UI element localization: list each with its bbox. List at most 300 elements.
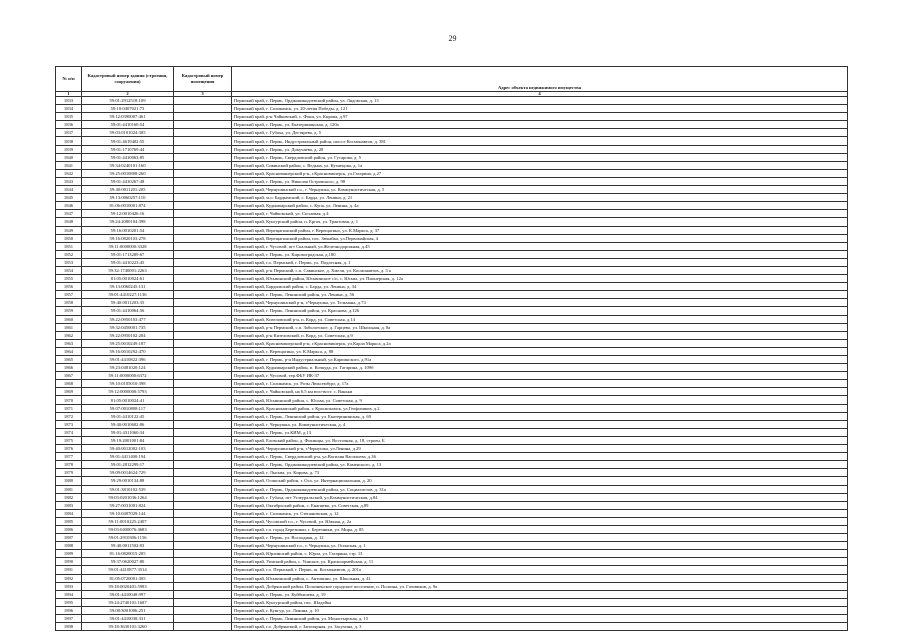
table-row: [56, 436, 848, 444]
address-cell: Пермский край, Чусовской г.о., г. Чусовой, ул. Южная, д. 2а: [232, 517, 848, 525]
building-cadastral-cell: 59:27:0031001:824: [82, 501, 174, 509]
column-number: 3: [174, 92, 232, 97]
building-cadastral-cell: 59:24:2080104:398: [82, 218, 174, 226]
table-row: [56, 493, 848, 501]
premise-cadastral-cell: [174, 364, 232, 372]
table-row: [56, 331, 848, 339]
premise-cadastral-cell: [174, 404, 232, 412]
premise-cadastral-cell: [174, 509, 232, 517]
table-row: [56, 299, 848, 307]
table-row: [56, 283, 848, 291]
building-cadastral-cell: 59:32:0450001:735: [82, 323, 174, 331]
table-row: [56, 623, 848, 631]
row-number-cell: 1838: [56, 137, 82, 145]
premise-cadastral-cell: [174, 291, 232, 299]
building-cadastral-cell: 81:05:0720001:305: [82, 574, 174, 582]
table-row: [56, 113, 848, 121]
table-row: [56, 606, 848, 614]
header-no: № п/п: [56, 67, 82, 92]
row-number-cell: 1851: [56, 242, 82, 250]
building-cadastral-cell: 59:13:0060245:131: [82, 283, 174, 291]
table-row: [56, 347, 848, 355]
row-number-cell: 1847: [56, 210, 82, 218]
address-cell: Пермский край, Верещагинский район, пос. Зюкайка, ул.Первомайская, 4: [232, 234, 848, 242]
premise-cadastral-cell: [174, 461, 232, 469]
premise-cadastral-cell: [174, 97, 232, 105]
row-number-cell: 1875: [56, 436, 82, 444]
row-number-cell: 1888: [56, 542, 82, 550]
table-row: [56, 137, 848, 145]
table-row: [56, 234, 848, 242]
address-cell: Пермский край, Красновишерский р-н, г.Красновишерск, ул.Карла Маркса, д.2а: [232, 339, 848, 347]
table-row: [56, 129, 848, 137]
premise-cadastral-cell: [174, 542, 232, 550]
address-cell: Пермский край, Уинский район, с. Уинское, ул. Красноармейская, д. 11: [232, 558, 848, 566]
row-number-cell: 1853: [56, 258, 82, 266]
row-number-cell: 1893: [56, 582, 82, 590]
building-cadastral-cell: 59:01:1713289:67: [82, 250, 174, 258]
building-cadastral-cell: 59:09:0014624:729: [82, 469, 174, 477]
row-number-cell: 1866: [56, 364, 82, 372]
address-cell: Пермский край, Чернушинский р-н, г.Чернушка, ул.Ленина, д.29: [232, 445, 848, 453]
address-cell: Пермский край, Бардымский район, с. Барда, ул. Ленина, д. 34: [232, 283, 848, 291]
building-cadastral-cell: 59:01:4410038:331: [82, 615, 174, 623]
premise-cadastral-cell: [174, 161, 232, 169]
row-number-cell: 1862: [56, 331, 82, 339]
premise-cadastral-cell: [174, 396, 232, 404]
row-number-cell: 1889: [56, 550, 82, 558]
address-cell: Пермский край, г.о. Добрянский, г. Заполярная, ул. Засухина, д. 3: [232, 623, 848, 631]
address-cell: Пермский край, г. Пермь, Индустриальный район, шоссе Космонавтов, д. 381: [232, 137, 848, 145]
premise-cadastral-cell: [174, 234, 232, 242]
table-row: [56, 501, 848, 509]
premise-cadastral-cell: [174, 258, 232, 266]
premise-cadastral-cell: [174, 331, 232, 339]
premise-cadastral-cell: [174, 307, 232, 315]
row-number-cell: 1839: [56, 145, 82, 153]
table-row: [56, 250, 848, 258]
row-number-cell: 1896: [56, 606, 82, 614]
row-number-cell: 1892: [56, 574, 82, 582]
row-number-cell: 1850: [56, 234, 82, 242]
address-cell: Пермский край, г. Чусовой, пгт Скальный, ул.Железнодорожная, д.45: [232, 242, 848, 250]
address-cell: Пермский край, г.о. город Березники, г. Березники, ул. Мира, д. 85: [232, 525, 848, 533]
table-row: [56, 97, 848, 105]
address-cell: Пермский край, г. Пермь, ул. Восходная, д. 12: [232, 534, 848, 542]
premise-cadastral-cell: [174, 299, 232, 307]
building-cadastral-cell: 59:34:0240101:160: [82, 161, 174, 169]
premise-cadastral-cell: [174, 202, 232, 210]
building-cadastral-cell: 59:40:0012002:103: [82, 445, 174, 453]
address-cell: Пермский край, г. Кунгур, ул. Ленина, д. 10: [232, 606, 848, 614]
address-cell: Пермский край, г. Чайковский, ул. Сосновая, д.4: [232, 210, 848, 218]
row-number-cell: 1864: [56, 347, 82, 355]
building-cadastral-cell: 59:10:0105010:398: [82, 380, 174, 388]
premise-cadastral-cell: [174, 315, 232, 323]
building-cadastral-cell: 59:01:1710769:44: [82, 145, 174, 153]
building-cadastral-cell: 59:25:0010808:260: [82, 169, 174, 177]
row-number-cell: 1871: [56, 404, 82, 412]
premise-cadastral-cell: [174, 574, 232, 582]
row-number-cell: 1855: [56, 275, 82, 283]
address-cell: Пермский край, м.о. Бардымский, с. Барда, ул. Ленина, д. 21: [232, 194, 848, 202]
address-cell: Пермский край, г. Верещагино, ул. К.Маркса, д. 88: [232, 347, 848, 355]
row-number-cell: 1863: [56, 339, 82, 347]
row-number-cell: 1886: [56, 525, 82, 533]
table-row: [56, 380, 848, 388]
address-cell: Пермский край, Красновишерский р-н, г.Красновишерск, ул.Гагарина, д.27: [232, 169, 848, 177]
building-cadastral-cell: 59:40:0011502:83: [82, 542, 174, 550]
table-row: [56, 445, 848, 453]
table-row: [56, 323, 848, 331]
address-cell: Пермский край, Юсьвинский район, с. Юсьва, ул. Советская, д. 9: [232, 396, 848, 404]
row-number-cell: 1833: [56, 97, 82, 105]
building-cadastral-cell: 59:01:4411400:194: [82, 453, 174, 461]
building-cadastral-cell: 59:16:0010201:54: [82, 226, 174, 234]
building-cadastral-cell: 59:11:0010225:2407: [82, 517, 174, 525]
table-row: [56, 339, 848, 347]
row-number-cell: 1843: [56, 177, 82, 185]
table-row: [56, 412, 848, 420]
premise-cadastral-cell: [174, 380, 232, 388]
row-number-cell: 1841: [56, 161, 82, 169]
row-number-cell: 1872: [56, 412, 82, 420]
address-cell: Пермский край, г. Губаха, пгт Углеуральский, ул.Коммунистическая, д.84: [232, 493, 848, 501]
premise-cadastral-cell: [174, 469, 232, 477]
address-cell: Пермский край, г. Лысьва, ул. Кирова, д. 73: [232, 469, 848, 477]
address-cell: Пермский край, р-н Кизеловский, п. Корд, ул. Советская, д.9: [232, 331, 848, 339]
address-cell: Пермский край, Октябрьский район, с. Енапаево, ул. Советская, д.89: [232, 501, 848, 509]
address-cell: Пермский край, г. Пермь, Ленинский район, ул. Екатерининская, д. 69: [232, 412, 848, 420]
building-cadastral-cell: 59:01:4410063:85: [82, 153, 174, 161]
table-row: [56, 542, 848, 550]
address-cell: Пермский край, г. Пермь, Орджоникидзевский район, ул. Социалистов, д. 31а: [232, 485, 848, 493]
address-cell: Пермский край, г.о. Пермский, г. Пермь, ш. Космонавтов, д. 201а: [232, 566, 848, 574]
premise-cadastral-cell: [174, 534, 232, 542]
table-body: [56, 97, 848, 631]
table-row: [56, 396, 848, 404]
address-cell: Пермский край, Краснокамский район, г. Краснокамск, ул.Геофизиков, д.2: [232, 404, 848, 412]
table-row: [56, 202, 848, 210]
address-cell: Пермский край, г. Пермь, Ленинский район, ул. Краснова, д.126: [232, 307, 848, 315]
row-number-cell: 1881: [56, 485, 82, 493]
building-cadastral-cell: 59:22:0950102:204: [82, 331, 174, 339]
row-number-cell: 1854: [56, 266, 82, 274]
building-cadastral-cell: 59:01:2912518:109: [82, 97, 174, 105]
building-cadastral-cell: 59:11:0000000:6372: [82, 372, 174, 380]
premise-cadastral-cell: [174, 113, 232, 121]
building-cadastral-cell: 59:11:0000000:3328: [82, 242, 174, 250]
building-cadastral-cell: 81:05:0010024:41: [82, 396, 174, 404]
building-cadastral-cell: 59:01:3810102:539: [82, 485, 174, 493]
table-row: [56, 161, 848, 169]
row-number-cell: 1856: [56, 283, 82, 291]
address-cell: Пермский край, г. Пермь, Орджоникидзевский район, ул. Каменского, д. 13: [232, 461, 848, 469]
building-cadastral-cell: 59:03:0400076:4683: [82, 525, 174, 533]
building-cadastral-cell: 59:01:4619402:55: [82, 137, 174, 145]
table-row: [56, 485, 848, 493]
table-header-row: [56, 67, 848, 92]
premise-cadastral-cell: [174, 250, 232, 258]
table-row: [56, 509, 848, 517]
premise-cadastral-cell: [174, 606, 232, 614]
premise-cadastral-cell: [174, 550, 232, 558]
table-row: [56, 194, 848, 202]
row-number-cell: 1844: [56, 186, 82, 194]
address-cell: Пермский край, г. Пермь, р-н Индустриальный, ул.Карпинского, д.91а: [232, 356, 848, 364]
building-cadastral-cell: 59:18:0020401:5983: [82, 582, 174, 590]
building-cadastral-cell: 81:05:0010024:61: [82, 275, 174, 283]
premise-cadastral-cell: [174, 420, 232, 428]
premise-cadastral-cell: [174, 590, 232, 598]
premise-cadastral-cell: [174, 566, 232, 574]
premise-cadastral-cell: [174, 388, 232, 396]
building-cadastral-cell: 59:32:1740001:2263: [82, 266, 174, 274]
premise-cadastral-cell: [174, 169, 232, 177]
address-cell: Пермский край, г. Чусовой, тер.ФБУ ИК-37: [232, 372, 848, 380]
premise-cadastral-cell: [174, 137, 232, 145]
premise-cadastral-cell: [174, 121, 232, 129]
address-cell: Пермский край, р-н Пермский, с.п. Заболотское, д. Гарцево, ул. Школьная, д. 8а: [232, 323, 848, 331]
premise-cadastral-cell: [174, 218, 232, 226]
premise-cadastral-cell: [174, 615, 232, 623]
address-cell: Пермский край, Кизеловский р-н, п. Корд, ул. Советская, д.14: [232, 315, 848, 323]
building-cadastral-cell: 59:01:4410160:54: [82, 121, 174, 129]
premise-cadastral-cell: [174, 194, 232, 202]
row-number-cell: 1867: [56, 372, 82, 380]
row-number-cell: 1865: [56, 356, 82, 364]
premise-cadastral-cell: [174, 485, 232, 493]
address-cell: Пермский край, г. Пермь, ул.КИМ, д.13: [232, 428, 848, 436]
row-number-cell: 1883: [56, 501, 82, 509]
address-cell: Пермский край, Добрянский район, Полазненское городское поселение, п. Полазна, ул. Газовиков, д. 9а: [232, 582, 848, 590]
building-cadastral-cell: 59:22:0950103:477: [82, 315, 174, 323]
building-cadastral-cell: 59:01:2910306:1156: [82, 534, 174, 542]
address-cell: Пермский край, г. Соликамск, ул. 20-летия Победы, д. 121: [232, 105, 848, 113]
row-number-cell: 1858: [56, 299, 82, 307]
address-cell: Пермский край, Осинский район, г. Оса, ул. Интернациональная, д. 20: [232, 477, 848, 485]
premise-cadastral-cell: [174, 226, 232, 234]
address-cell: Пермский край, Кудымкарский район, с. Купа, ул. Ленина, д. 4а: [232, 202, 848, 210]
address-cell: Пермский край, Чернушинский г.о., г. Чернушка, ул. Коммунистическая, д. 5: [232, 186, 848, 194]
building-cadastral-cell: 59:19:2001001:84: [82, 436, 174, 444]
address-cell: Пермский край, Юсьвинский район, Юсьвинское с/п, с. Юсьва, ул. Пионерская, д. 12а: [232, 275, 848, 283]
row-number-cell: 1887: [56, 534, 82, 542]
address-cell: Пермский край, р-н Пермский, с.п. Савинское, д. Хмели, ул. Космонавтов, д. 3 а: [232, 266, 848, 274]
building-cadastral-cell: 59:37:0620027:80: [82, 558, 174, 566]
table-row: [56, 145, 848, 153]
premise-cadastral-cell: [174, 323, 232, 331]
address-cell: Пермский край, г. Соликамск, ул. Розы Люксембург, д. 17а: [232, 380, 848, 388]
table-row: [56, 266, 848, 274]
premise-cadastral-cell: [174, 129, 232, 137]
building-cadastral-cell: 59:13:0060257:110: [82, 194, 174, 202]
address-cell: Пермский край, г. Пермь, Орджоникидзевский район, ул. Лядовская, д. 13: [232, 97, 848, 105]
building-cadastral-cell: 59:01:4410122:45: [82, 412, 174, 420]
building-cadastral-cell: 59:03:0201036:1264: [82, 493, 174, 501]
table-row: [56, 461, 848, 469]
table-row: [56, 420, 848, 428]
building-cadastral-cell: 59:24:2740101:1687: [82, 598, 174, 606]
building-cadastral-cell: 59:23:0481020:124: [82, 364, 174, 372]
address-cell: Пермский край, г. Пермь, ул. Куйбышева, д. 19: [232, 590, 848, 598]
premise-cadastral-cell: [174, 356, 232, 364]
building-cadastral-cell: 59:12:0010426:16: [82, 210, 174, 218]
premise-cadastral-cell: [174, 436, 232, 444]
row-number-cell: 1836: [56, 121, 82, 129]
table-row: [56, 275, 848, 283]
address-cell: Пермский край, г. Пермь, ул. Кировоградская, д.180: [232, 250, 848, 258]
building-cadastral-cell: 81:06:0010001:874: [82, 202, 174, 210]
row-number-cell: 1842: [56, 169, 82, 177]
premise-cadastral-cell: [174, 266, 232, 274]
building-cadastral-cell: 59:40:0010602:86: [82, 420, 174, 428]
table-row: [56, 550, 848, 558]
row-number-cell: 1840: [56, 153, 82, 161]
address-cell: Пермский край, г. Губаха, ул. Дегтярева, д. 5: [232, 129, 848, 137]
address-cell: Пермский край, Кунгурский район, пос. Шадейка: [232, 598, 848, 606]
table-row: [56, 177, 848, 185]
row-number-cell: 1870: [56, 396, 82, 404]
row-number-cell: 1878: [56, 461, 82, 469]
table-row: [56, 169, 848, 177]
building-cadastral-cell: 59:07:0010808:117: [82, 404, 174, 412]
premise-cadastral-cell: [174, 623, 232, 631]
building-cadastral-cell: 59:01:4311060:34: [82, 428, 174, 436]
address-cell: Пермский край, Еловский район, д. Фокинцы, ул. Восточная, д. 18, строен. Б: [232, 436, 848, 444]
row-number-cell: 1860: [56, 315, 82, 323]
table-row: [56, 315, 848, 323]
row-number-cell: 1885: [56, 517, 82, 525]
row-number-cell: 1879: [56, 469, 82, 477]
building-cadastral-cell: 59:01:4410877:3514: [82, 566, 174, 574]
table-row: [56, 388, 848, 396]
building-cadastral-cell: 59:01:4410267:48: [82, 177, 174, 185]
row-number-cell: 1859: [56, 307, 82, 315]
page-number: 29: [448, 34, 457, 43]
building-cadastral-cell: 59:16:0820103:278: [82, 234, 174, 242]
premise-cadastral-cell: [174, 477, 232, 485]
address-cell: Пермский край, Чернушинский г.о., г. Чернушка, ул. Осинская, д. 1: [232, 542, 848, 550]
address-cell: Пермский край, Кунгурский район, п. Ергач, ул. Трактовая, д. 1: [232, 218, 848, 226]
building-cadastral-cell: 59:25:0010249:187: [82, 339, 174, 347]
row-number-cell: 1898: [56, 623, 82, 631]
table-row: [56, 242, 848, 250]
building-cadastral-cell: 59:01:4410227:1136: [82, 291, 174, 299]
address-cell: Пермский край, г. Пермь, Свердловский р-н, ул.Василия Васильева, д.36: [232, 453, 848, 461]
premise-cadastral-cell: [174, 145, 232, 153]
row-number-cell: 1835: [56, 113, 82, 121]
building-cadastral-cell: 59:01:4410048:997: [82, 590, 174, 598]
building-cadastral-cell: 59:01:2812299:17: [82, 461, 174, 469]
row-number-cell: 1834: [56, 105, 82, 113]
table-row: [56, 615, 848, 623]
row-number-cell: 1861: [56, 323, 82, 331]
premise-cadastral-cell: [174, 283, 232, 291]
premise-cadastral-cell: [174, 517, 232, 525]
address-cell: Пермский край, г. Чайковский, на 6.5 км юго-вост. с. Ваньки: [232, 388, 848, 396]
table-row: [56, 534, 848, 542]
row-number-cell: 1837: [56, 129, 82, 137]
address-cell: Пермский край, г. Соликамск, ул. Степановская, д. 12: [232, 509, 848, 517]
premise-cadastral-cell: [174, 501, 232, 509]
table-row: [56, 258, 848, 266]
premise-cadastral-cell: [174, 242, 232, 250]
table-row: [56, 566, 848, 574]
table-row: [56, 218, 848, 226]
premise-cadastral-cell: [174, 372, 232, 380]
premise-cadastral-cell: [174, 153, 232, 161]
address-cell: Пермский край, г.о. Пермский, г. Пермь, ул. Подлесная, д. 1: [232, 258, 848, 266]
header-address: Адрес объекта недвижимого имущества: [232, 67, 848, 92]
row-number-cell: 1849: [56, 226, 82, 234]
building-cadastral-cell: 81:16:0820015:205: [82, 550, 174, 558]
address-cell: Пермский край, г. Пермь, ул. Екатерининская, д. 120а: [232, 121, 848, 129]
table-row: [56, 453, 848, 461]
address-cell: Пермский край, Верещагинский район, г. Верещагино, ул. К.Маркса, д. 37: [232, 226, 848, 234]
table-row: [56, 517, 848, 525]
building-cadastral-cell: 59:12:0000000:5793: [82, 388, 174, 396]
row-number-cell: 1895: [56, 598, 82, 606]
row-number-cell: 1857: [56, 291, 82, 299]
building-cadastral-cell: 59:29:0010134:88: [82, 477, 174, 485]
header-premise-cadastral: Кадастровый номер помещения: [174, 67, 232, 92]
table-row: [56, 582, 848, 590]
row-number-cell: 1868: [56, 380, 82, 388]
column-number: 4: [232, 92, 848, 97]
table-row: [56, 364, 848, 372]
row-number-cell: 1891: [56, 566, 82, 574]
building-cadastral-cell: 59:01:4410064:56: [82, 307, 174, 315]
row-number-cell: 1874: [56, 428, 82, 436]
table-row: [56, 404, 848, 412]
table-row: [56, 558, 848, 566]
building-cadastral-cell: 59:01:4410822:396: [82, 356, 174, 364]
address-cell: Пермский край, Юрлинский район, с. Юрла, ул. Гагарина, стр. 13: [232, 550, 848, 558]
table-row: [56, 356, 848, 364]
building-cadastral-cell: 59:40:0011201:205: [82, 186, 174, 194]
row-number-cell: 1877: [56, 453, 82, 461]
premise-cadastral-cell: [174, 105, 232, 113]
building-cadastral-cell: 59:10:0407021:73: [82, 105, 174, 113]
table-row: [56, 469, 848, 477]
address-cell: Пермский край, г. Пермь, Ленинский район, ул. Монастырская, д. 15: [232, 615, 848, 623]
building-cadastral-cell: 59:08:3001006:251: [82, 606, 174, 614]
premise-cadastral-cell: [174, 582, 232, 590]
row-number-cell: 1884: [56, 509, 82, 517]
building-cadastral-cell: 59:18:3630101:3260: [82, 623, 174, 631]
address-cell: Пермский край, г. Пермь, ул. Николая Островского, д. 98: [232, 177, 848, 185]
table-row: [56, 210, 848, 218]
table-row: [56, 226, 848, 234]
premise-cadastral-cell: [174, 412, 232, 420]
table-row: [56, 477, 848, 485]
table-row: [56, 428, 848, 436]
row-number-cell: 1848: [56, 218, 82, 226]
row-number-cell: 1880: [56, 477, 82, 485]
premise-cadastral-cell: [174, 453, 232, 461]
table-row: [56, 574, 848, 582]
table-row: [56, 121, 848, 129]
column-number: 1: [56, 92, 82, 97]
row-number-cell: 1869: [56, 388, 82, 396]
premise-cadastral-cell: [174, 186, 232, 194]
premise-cadastral-cell: [174, 275, 232, 283]
building-cadastral-cell: 59:03:0101024:305: [82, 129, 174, 137]
premise-cadastral-cell: [174, 598, 232, 606]
table-row: [56, 372, 848, 380]
building-cadastral-cell: 59:10:0407029:144: [82, 509, 174, 517]
